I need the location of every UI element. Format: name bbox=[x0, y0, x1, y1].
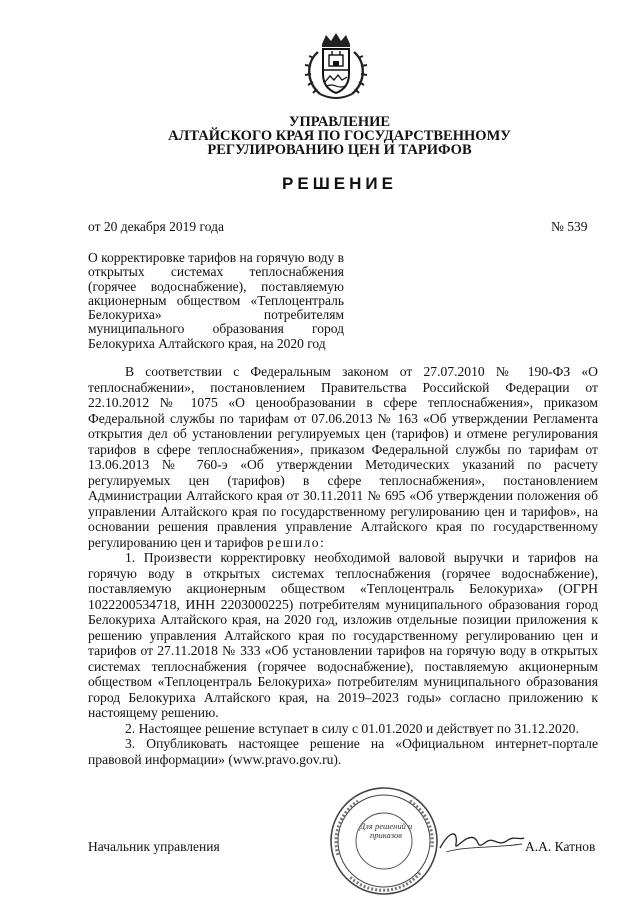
coat-of-arms-icon bbox=[296, 30, 376, 104]
body-preamble bbox=[88, 364, 598, 550]
coat-of-arms-emblem bbox=[296, 30, 376, 104]
document-body bbox=[88, 364, 598, 767]
signatory-name: А.А. Катнов bbox=[525, 839, 596, 854]
org-header-line-1: УПРАВЛЕНИЕ bbox=[288, 114, 391, 130]
document-date: от 20 декабря 2019 года bbox=[88, 219, 224, 234]
handwritten-signature bbox=[436, 826, 526, 856]
body-item-3: 3. Опубликовать настоящее решение на «Официальном интернет-портале правовой информации» (www.pravo.gov.ru). bbox=[88, 736, 598, 767]
org-header-line-3: РЕГУЛИРОВАНИЮ ЦЕН И ТАРИФОВ bbox=[207, 142, 472, 158]
preamble-text: В соответствии с Федеральным законом от 27.07.2010 № 190-ФЗ «О теплоснабжении», постановлением Правительства Российской Федерации от 22.10.2012 № 1075 «О ценообразовании в сфере теплоснабжения», приказом Федеральной службы по тарифам от 07.06.2013 № 163 «Об утверждении Регламента открытия дел об установлении регулируемых цен (тарифов) и отмене регулирования тарифов в сфере теплоснабжения», приказом Федеральной службы по тарифам от 13.06.2013 № 760-э «Об утверждении Методических указаний по расчету регулируемых цен (тарифов) в сфере теплоснабжения», постановлением Администрации Алтайского края от 30.11.2011 № 695 «Об утверждении положения об управлении Алтайского края по государственному регулированию цен и тарифов», на основании решения правления управление Алтайского края по государственному регулированию цен и тарифов bbox=[88, 364, 598, 550]
decided-word: решило: bbox=[266, 534, 326, 550]
document-type-title: РЕШЕНИЕ bbox=[282, 174, 397, 193]
body-item-1: 1. Произвести корректировку необходимой валовой выручки и тарифов на горячую воду в открытых системах теплоснабжения (горячее водоснабжение), поставляемую акционерным обществом «Теплоцентраль Белокуриха» (ОГРН 1022200534718, ИНН 2203000225) потребителям муниципального образования город Белокуриха Алтайского края, на 2020 год, изложив отдельные позиции приложения к решению управления Алтайского края по государственному регулированию цен и тарифов от 27.11.2018 № 333 «Об установлении тарифов на горячую воду в открытых системах теплоснабжения (горячее водоснабжение), поставляемую акционерным обществом «Теплоцентраль Белокуриха» потребителям муниципального образования город Белокуриха Алтайского края, на 2019–2023 годы» согласно приложению к настоящему решению. bbox=[88, 550, 598, 720]
stamp-inscription: Для решений и приказов bbox=[359, 821, 413, 840]
body-item-2: 2. Настоящее решение вступает в силу с 01.01.2020 и действует по 31.12.2020. bbox=[125, 720, 579, 736]
document-subject: О корректировке тарифов на горячую воду в открытых системах теплоснабжения (горячее водоснабжение), поставляемую акционерным обществом «Теплоцентраль Белокуриха» потребителям муниципального образования город Белокуриха Алтайского края, на 2020 год bbox=[88, 250, 344, 351]
document-number: № 539 bbox=[551, 219, 588, 234]
signatory-title: Начальник управления bbox=[88, 839, 220, 854]
official-stamp bbox=[328, 785, 440, 897]
org-header-line-2: АЛТАЙСКОГО КРАЯ ПО ГОСУДАРСТВЕННОМУ bbox=[168, 128, 511, 144]
